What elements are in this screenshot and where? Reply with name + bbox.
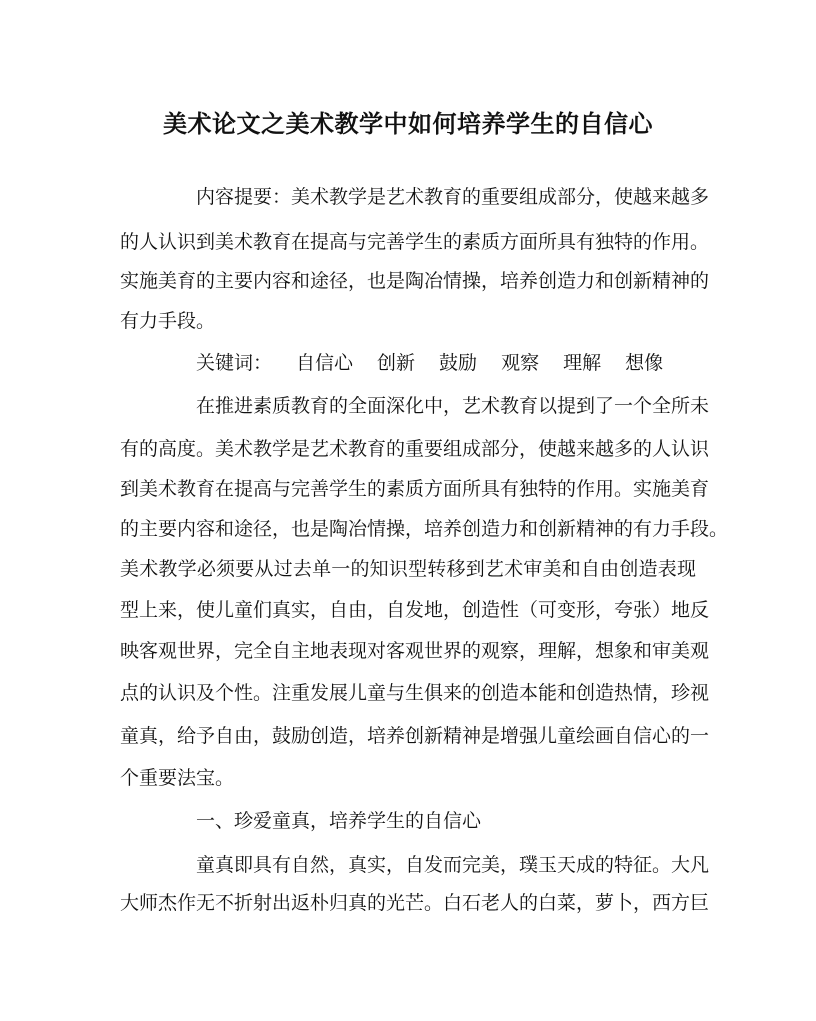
body-line: 映客观世界，完全自主地表现对客观世界的观察，理解，想象和审美观 bbox=[120, 640, 710, 662]
body-line: 有的高度。美术教学是艺术教育的重要组成部分，使越来越多的人认识 bbox=[120, 438, 710, 460]
keyword: 鼓励 bbox=[439, 352, 478, 374]
body-line: 童真，给予自由，鼓励创造，培养创新精神是增强儿童绘画自信心的一 bbox=[120, 725, 710, 747]
keyword: 观察 bbox=[501, 352, 540, 374]
keywords-label: 关键词： bbox=[196, 352, 273, 374]
abstract-line: 的人认识到美术教育在提高与完善学生的素质方面所具有独特的作用。 bbox=[120, 231, 710, 253]
keyword: 想像 bbox=[625, 352, 664, 374]
section-heading: 一、珍爱童真，培养学生的自信心 bbox=[196, 810, 482, 832]
section-line: 童真即具有自然，真实，自发而完美，璞玉天成的特征。大凡 bbox=[196, 854, 710, 876]
abstract-line: 有力手段。 bbox=[120, 310, 216, 332]
abstract-line: 实施美育的主要内容和途径，也是陶冶情操，培养创造力和创新精神的 bbox=[120, 270, 710, 292]
body-line: 点的认识及个性。注重发展儿童与生俱来的创造本能和创造热情，珍视 bbox=[120, 682, 710, 704]
keywords-line bbox=[196, 350, 663, 376]
section-line: 大师杰作无不折射出返朴归真的光芒。白石老人的白菜，萝卜，西方巨 bbox=[120, 892, 710, 914]
keyword: 创新 bbox=[377, 352, 416, 374]
body-line: 美术教学必须要从过去单一的知识型转移到艺术审美和自由创造表现 bbox=[120, 558, 696, 580]
body-line: 在推进素质教育的全面深化中，艺术教育以提到了一个全所未 bbox=[196, 395, 710, 417]
document-title: 美术论文之美术教学中如何培养学生的自信心 bbox=[163, 109, 653, 138]
body-line: 的主要内容和途径，也是陶冶情操，培养创造力和创新精神的有力手段。 bbox=[120, 518, 729, 540]
body-line: 个重要法宝。 bbox=[120, 767, 235, 789]
body-line: 型上来，使儿童们真实，自由，自发地，创造性（可变形，夸张）地反 bbox=[120, 599, 710, 621]
abstract-line: 内容提要：美术教学是艺术教育的重要组成部分，使越来越多 bbox=[196, 186, 710, 208]
keyword: 自信心 bbox=[296, 352, 354, 374]
body-line: 到美术教育在提高与完善学生的素质方面所具有独特的作用。实施美育 bbox=[120, 478, 710, 500]
keyword: 理解 bbox=[563, 352, 602, 374]
